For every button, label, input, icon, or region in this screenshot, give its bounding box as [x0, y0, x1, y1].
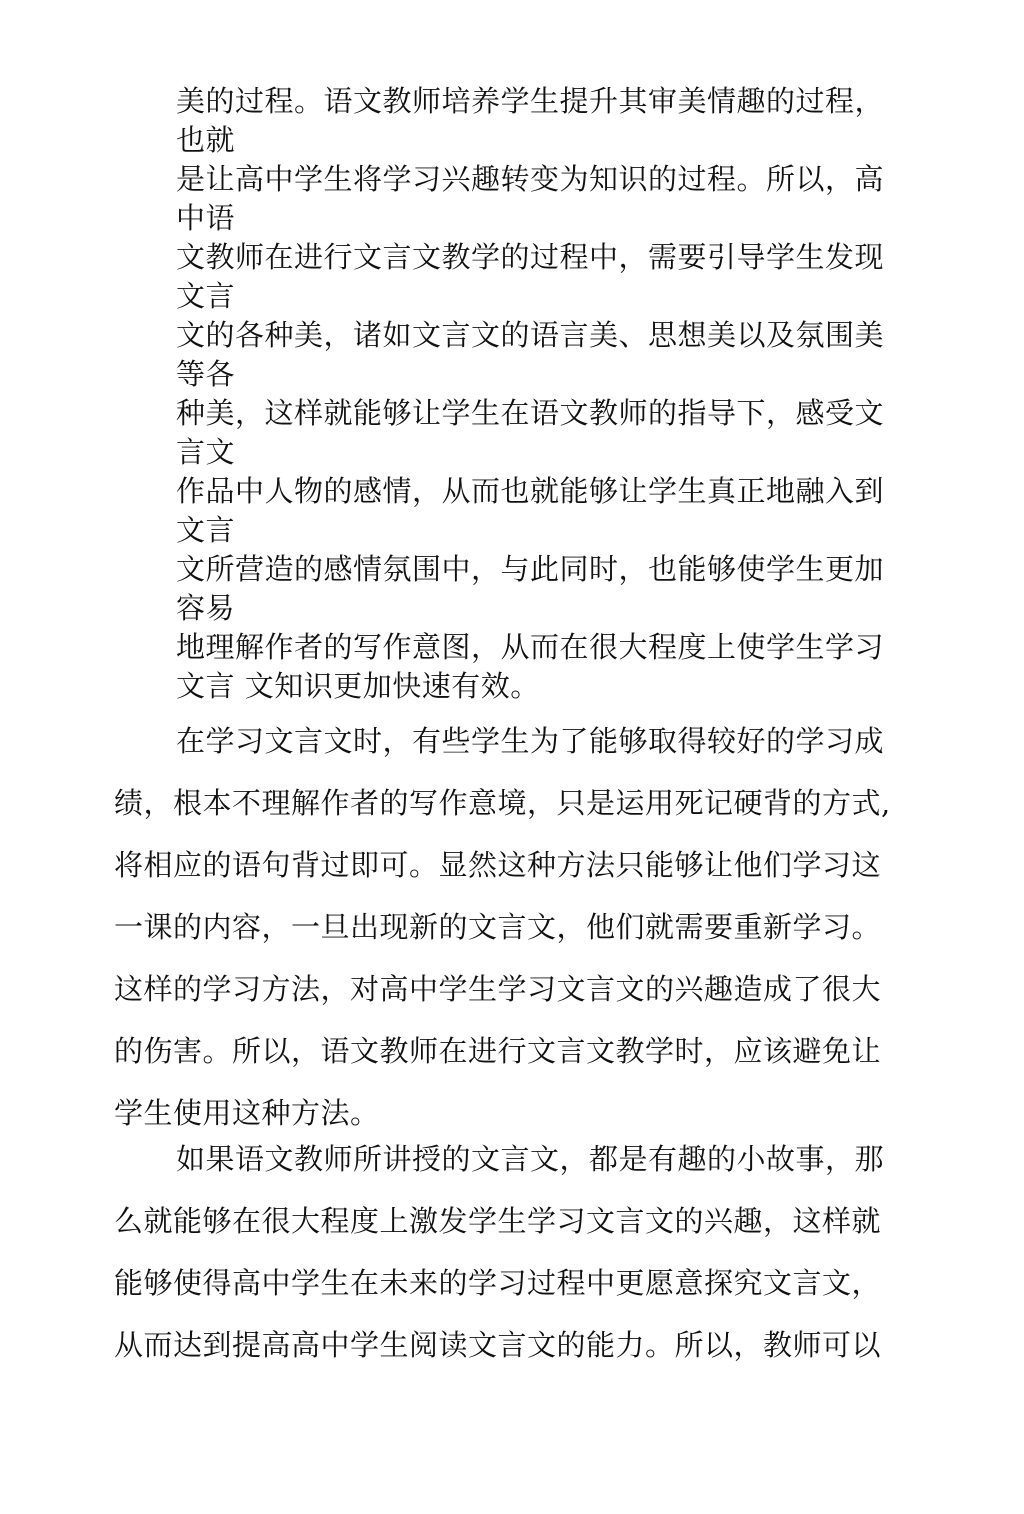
text-line: 的伤害。所以，语文教师在进行文言文教学时，应该避免让 — [114, 1034, 882, 1068]
text-line: 中语 — [176, 201, 236, 235]
text-line: 文言 — [176, 513, 236, 547]
text-line: 文言 — [176, 279, 236, 313]
text-line: 等各 — [176, 357, 236, 391]
text-line: 种美，这样就能够让学生在语文教师的指导下，感受文 — [176, 396, 885, 430]
text-line: 容易 — [176, 591, 236, 625]
text-line: 么就能够在很大程度上激发学生学习文言文的兴趣，这样就 — [114, 1204, 882, 1238]
text-line: 美的过程。语文教师培养学生提升其审美情趣的过程， — [176, 84, 885, 118]
text-line: 是让高中学生将学习兴趣转变为知识的过程。所以，高 — [176, 162, 885, 196]
text-line: 如果语文教师所讲授的文言文，都是有趣的小故事，那 — [176, 1142, 885, 1176]
text-block-continuation — [176, 82, 916, 706]
text-line: 言文 — [176, 435, 236, 469]
text-line: 文言 文知识更加快速有效。 — [176, 669, 540, 703]
text-line: 学生使用这种方法。 — [114, 1096, 380, 1130]
paragraph-interesting-stories — [114, 1128, 904, 1376]
text-line: 地理解作者的写作意图，从而在很大程度上使学生学习 — [176, 630, 885, 664]
text-line: 作品中人物的感情，从而也就能够让学生真正地融入到 — [176, 474, 885, 508]
text-line: 将相应的语句背过即可。显然这种方法只能够让他们学习这 — [114, 848, 882, 882]
text-line: 绩，根本不理解作者的写作意境，只是运用死记硬背的方式, — [114, 786, 891, 820]
text-line: 在学习文言文时，有些学生为了能够取得较好的学习成 — [176, 724, 885, 758]
text-line: 文教师在进行文言文教学的过程中，需要引导学生发现 — [176, 240, 885, 274]
text-line: 从而达到提高高中学生阅读文言文的能力。所以，教师可以 — [114, 1328, 882, 1362]
paragraph-rote-learning — [114, 710, 904, 1144]
text-line: 也就 — [176, 123, 236, 157]
text-line: 一课的内容，一旦出现新的文言文，他们就需要重新学习。 — [114, 910, 882, 944]
text-line: 文所营造的感情氛围中，与此同时，也能够使学生更加 — [176, 552, 885, 586]
text-line: 这样的学习方法，对高中学生学习文言文的兴趣造成了很大 — [114, 972, 882, 1006]
text-line: 文的各种美，诸如文言文的语言美、思想美以及氛围美 — [176, 318, 885, 352]
text-line: 能够使得高中学生在未来的学习过程中更愿意探究文言文， — [114, 1266, 882, 1300]
